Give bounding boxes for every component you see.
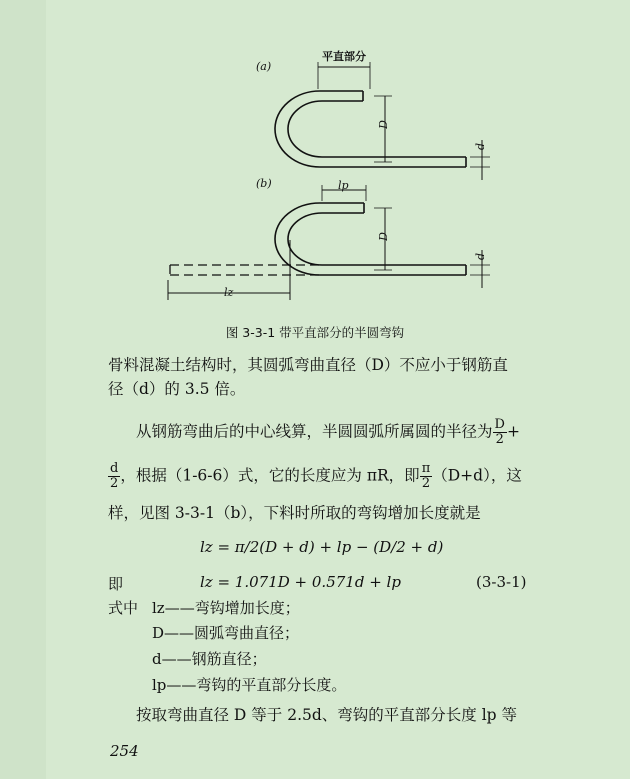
frac-num: π: [421, 461, 431, 476]
para2-line3: 样，见图 3-3-1（b），下料时所取的弯钩增加长度就是: [108, 504, 481, 522]
formula-1: lz = π/2(D + d) + lp − (D/2 + d): [200, 538, 444, 556]
definition-lp: lp——弯钩的平直部分长度。: [152, 676, 347, 694]
para2-line1: [136, 418, 576, 447]
dim-D-b: D: [376, 232, 390, 241]
frac-d-over-2: [108, 462, 120, 491]
equation-number: (3-3-1): [476, 573, 527, 591]
definition-lz: lz——弯钩增加长度；: [152, 599, 300, 617]
hook-figure: [0, 0, 630, 320]
straight-part-label: 平直部分: [322, 50, 366, 63]
frac-num: D: [494, 417, 505, 432]
frac-pi-over-2: [420, 462, 433, 491]
label-b: (b): [256, 177, 272, 190]
dim-lz: lz: [224, 286, 234, 299]
figure-caption: 图 3-3-1 带平直部分的半圆弯钩: [225, 325, 405, 340]
page-number: 254: [110, 742, 139, 760]
dim-lp: lp: [338, 179, 349, 192]
frac-num: d: [110, 461, 119, 476]
para2-line2: [108, 462, 563, 491]
last-line: 按取弯曲直径 D 等于 2.5d、弯钩的平直部分长度 lp 等: [136, 706, 518, 724]
shizhong-label: 式中: [108, 599, 139, 617]
definition-d: d——钢筋直径；: [152, 650, 267, 668]
para1-line1: 骨料混凝土结构时，其圆弧弯曲直径（D）不应小于钢筋直: [108, 356, 508, 374]
dim-d-b: d: [474, 252, 488, 261]
frac-den: 2: [495, 432, 504, 447]
formula-2: lz = 1.071D + 0.571d + lp: [200, 573, 401, 591]
para2-line1-text: 从钢筋弯曲后的中心线算，半圆圆弧所属圆的半径为: [136, 422, 493, 441]
dim-d-a: d: [474, 142, 488, 151]
frac-den: 2: [110, 476, 119, 491]
dim-D-a: D: [376, 120, 390, 129]
ji-label: 即: [108, 575, 124, 593]
para2-line2-tail: （D+d），这: [432, 466, 522, 485]
para2-line2-text: ，根据（1-6-6）式，它的长度应为 πR，即: [120, 466, 420, 485]
hook-diagram: [0, 0, 630, 320]
definition-D: D——圆弧弯曲直径；: [152, 624, 300, 642]
frac-D-over-2: [493, 418, 507, 447]
frac-den: 2: [421, 476, 431, 491]
plus-sign: +: [506, 422, 520, 441]
label-a: (a): [256, 60, 272, 73]
para1-line2: 径（d）的 3.5 倍。: [108, 380, 246, 398]
